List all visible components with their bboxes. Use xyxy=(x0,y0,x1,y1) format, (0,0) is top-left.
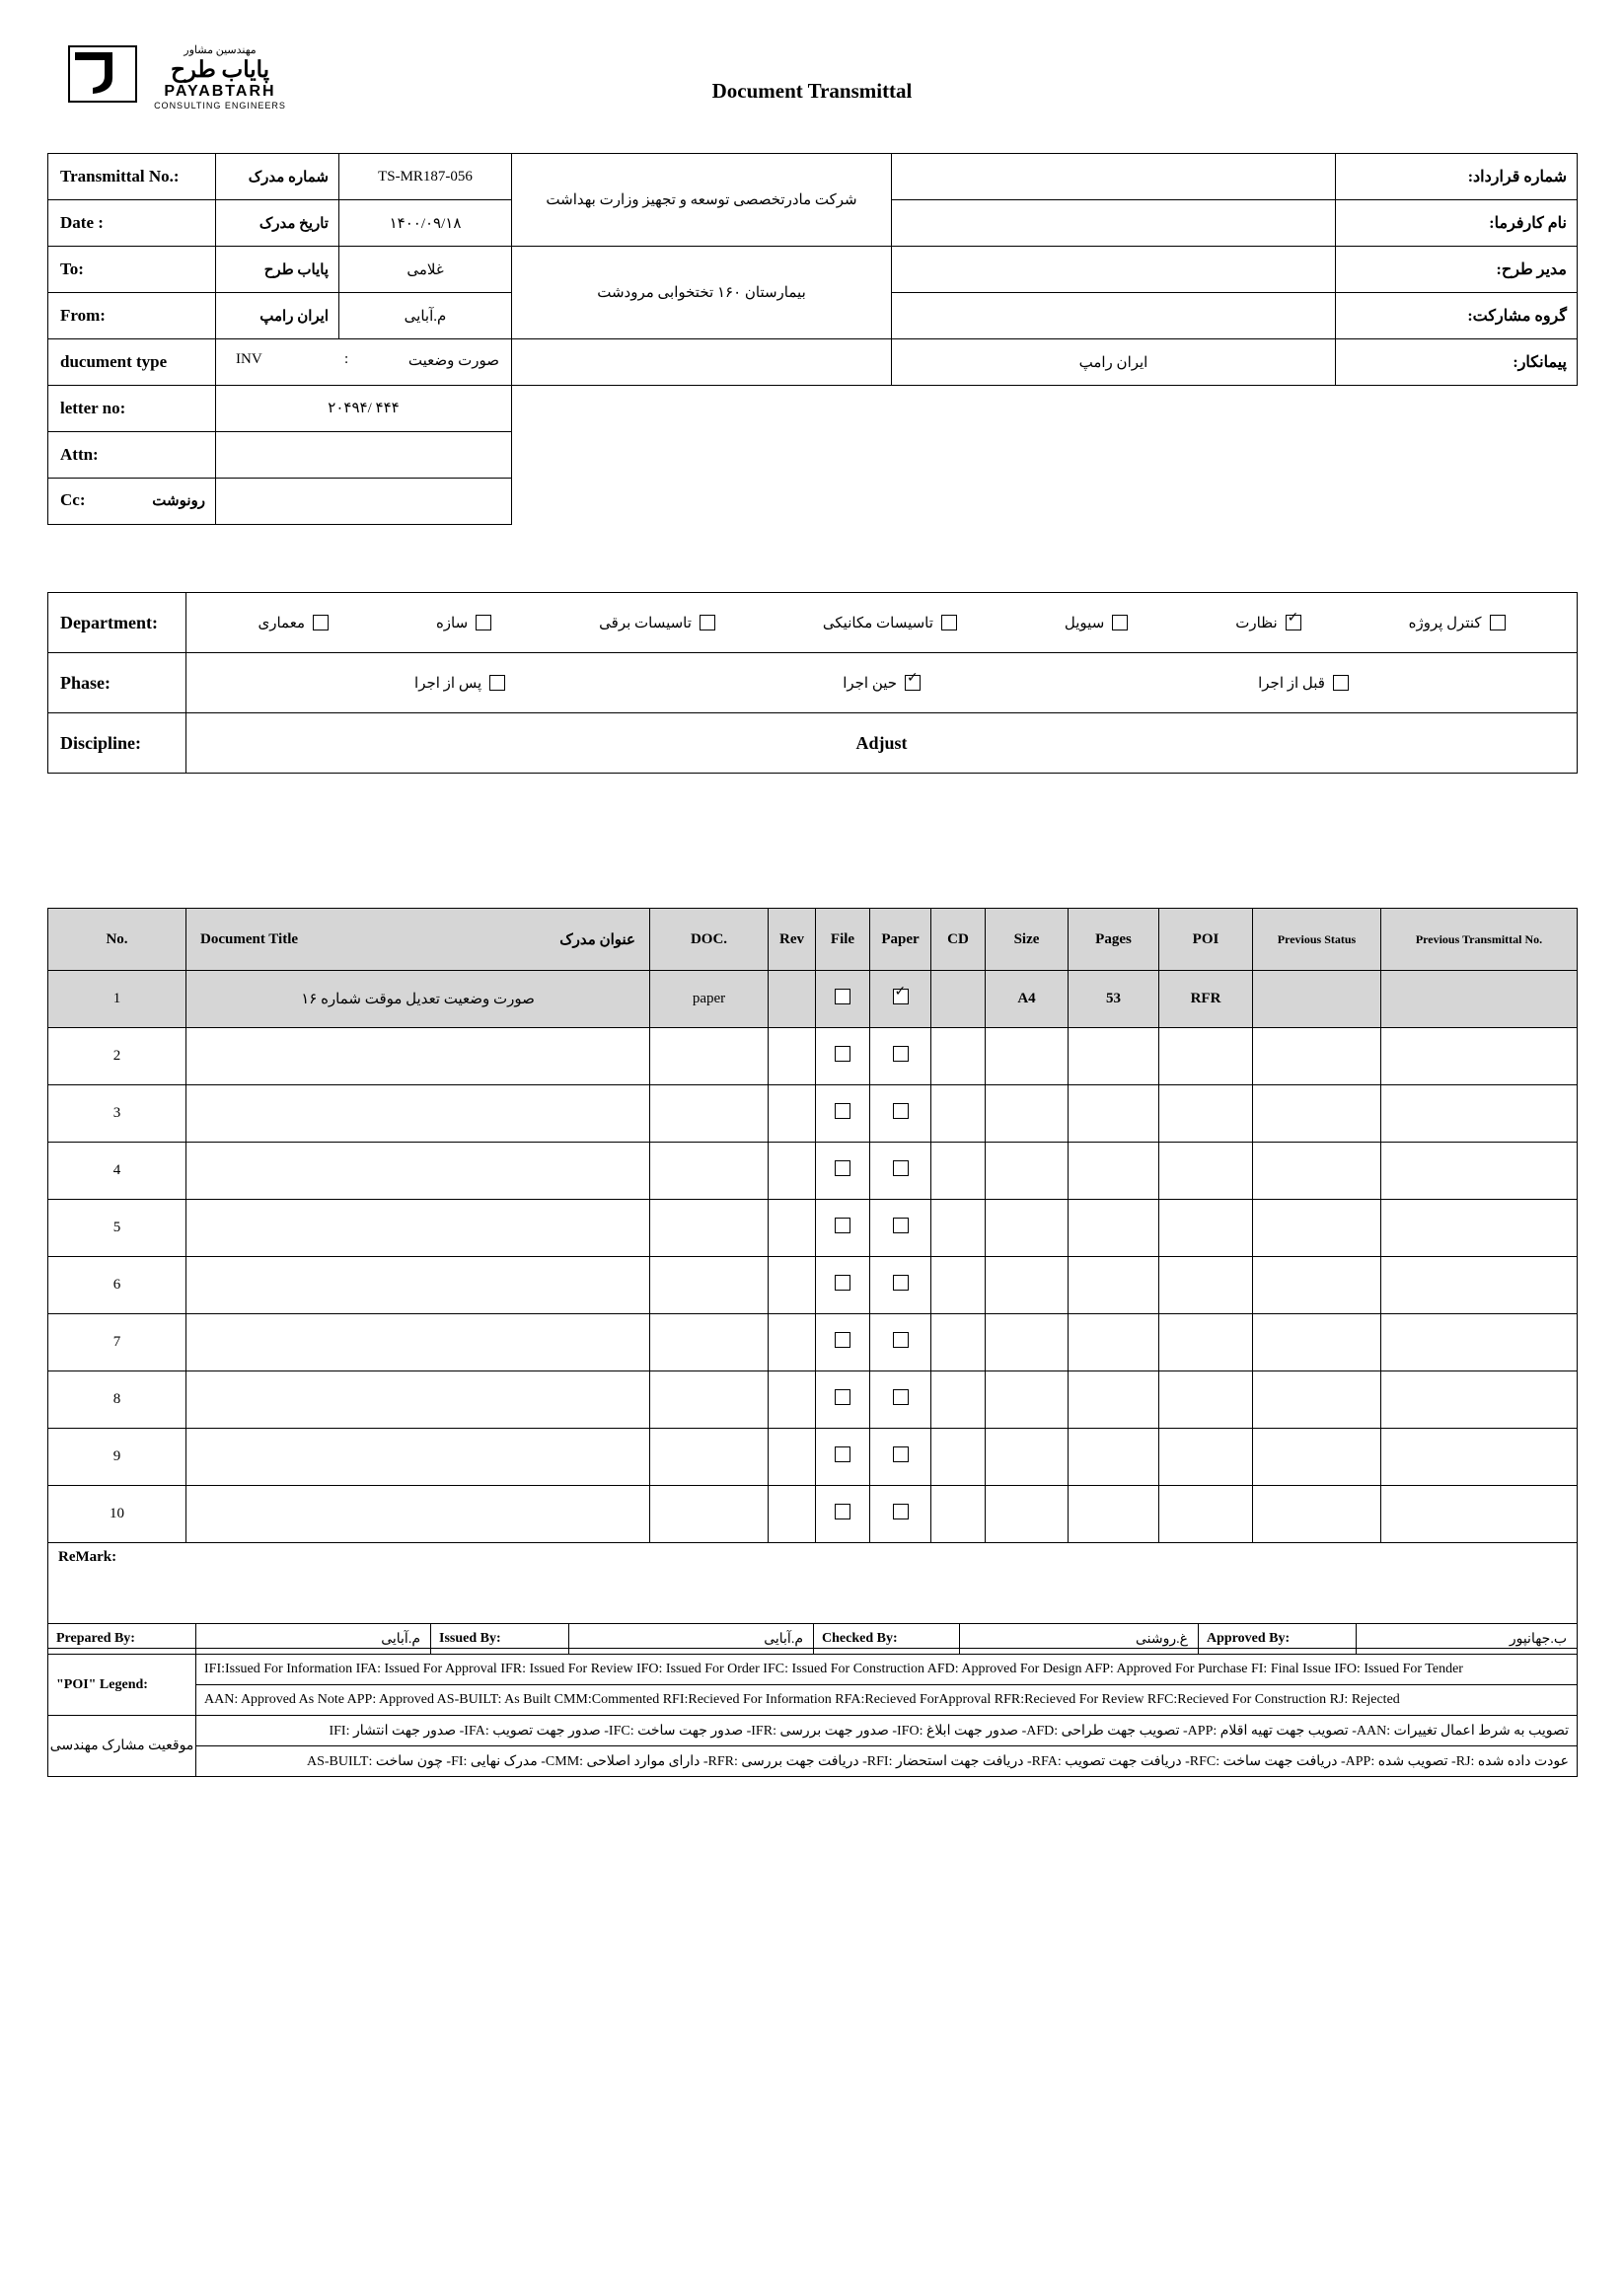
transmittal-no-label: Transmittal No.: xyxy=(48,154,216,200)
row-previous-status xyxy=(1253,1200,1381,1257)
department-table xyxy=(47,592,1578,774)
row-title xyxy=(186,1085,650,1143)
checkbox-file[interactable] xyxy=(835,1446,850,1462)
row-previous-transmittal xyxy=(1381,1028,1578,1085)
phase-label: Phase: xyxy=(48,653,186,713)
legend-fa-row xyxy=(48,1716,1578,1746)
row-previous-status xyxy=(1253,1371,1381,1429)
row-pages xyxy=(1069,1085,1159,1143)
page-header xyxy=(0,0,1624,128)
phase-check-after[interactable] xyxy=(414,674,505,693)
header-title-en: Document Title xyxy=(200,930,299,947)
phase-label-after: پس از اجرا xyxy=(414,675,482,692)
row-rev xyxy=(769,1429,816,1486)
row-pages xyxy=(1069,1371,1159,1429)
checkbox-file[interactable] xyxy=(835,1103,850,1119)
checkbox-phase-after[interactable] xyxy=(489,675,505,691)
department-checkboxes xyxy=(186,593,1578,653)
table-row xyxy=(48,247,1578,293)
row-cd xyxy=(931,1143,986,1200)
checkbox-file[interactable] xyxy=(835,1218,850,1233)
row-pages xyxy=(1069,1314,1159,1371)
row-previous-status xyxy=(1253,1085,1381,1143)
header-cd: CD xyxy=(931,909,986,971)
header-poi: POI xyxy=(1159,909,1253,971)
dept-check-supervision[interactable] xyxy=(1235,614,1300,632)
row-no: 7 xyxy=(48,1314,186,1371)
checkbox-paper[interactable] xyxy=(893,1389,909,1405)
row-previous-transmittal xyxy=(1381,1486,1578,1543)
header-previous-status: Previous Status xyxy=(1253,909,1381,971)
row-no: 1 xyxy=(48,971,186,1028)
row-poi xyxy=(1159,1314,1253,1371)
row-previous-transmittal xyxy=(1381,971,1578,1028)
row-no: 5 xyxy=(48,1200,186,1257)
poi-legend-label: "POI" Legend: xyxy=(48,1655,196,1716)
phase-row xyxy=(48,653,1578,713)
row-size xyxy=(986,1143,1069,1200)
row-file-checkbox-cell[interactable] xyxy=(816,1314,870,1371)
checkbox-file[interactable] xyxy=(835,1160,850,1176)
row-poi xyxy=(1159,1486,1253,1543)
dept-label-mechanical: تاسیسات مکانیکی xyxy=(822,615,933,631)
row-doc xyxy=(650,1429,769,1486)
row-previous-status xyxy=(1253,971,1381,1028)
row-file-checkbox-cell[interactable] xyxy=(816,1200,870,1257)
row-previous-status xyxy=(1253,1257,1381,1314)
row-title xyxy=(186,1314,650,1371)
row-file-checkbox-cell[interactable] xyxy=(816,971,870,1028)
row-cd xyxy=(931,971,986,1028)
row-paper-checkbox-cell[interactable] xyxy=(870,971,931,1028)
row-file-checkbox-cell[interactable] xyxy=(816,1371,870,1429)
row-rev xyxy=(769,1143,816,1200)
date-value: ۱۴۰۰/۰۹/۱۸ xyxy=(339,200,512,247)
checkbox-file[interactable] xyxy=(835,1046,850,1062)
row-title xyxy=(186,1143,650,1200)
row-rev xyxy=(769,1085,816,1143)
table-row xyxy=(48,1429,1578,1486)
row-doc xyxy=(650,1486,769,1543)
to-value-fa: پایاب طرح xyxy=(216,247,339,293)
checkbox-file[interactable] xyxy=(835,989,850,1004)
row-no: 6 xyxy=(48,1257,186,1314)
checkbox-electrical[interactable] xyxy=(700,615,715,630)
transmittal-no-value: TS-MR187-056 xyxy=(339,154,512,200)
legend-fa-label: موقعیت مشارک مهندسی xyxy=(48,1716,196,1777)
discipline-value: Adjust xyxy=(186,713,1578,774)
row-size xyxy=(986,1200,1069,1257)
table-row xyxy=(48,1143,1578,1200)
checkbox-structure[interactable] xyxy=(476,615,491,630)
dept-check-architecture[interactable] xyxy=(258,614,329,632)
table-row xyxy=(48,154,1578,200)
dept-check-mechanical[interactable] xyxy=(823,614,957,632)
row-doc xyxy=(650,1314,769,1371)
phase-check-before[interactable] xyxy=(1258,674,1349,693)
row-previous-status xyxy=(1253,1314,1381,1371)
row-previous-transmittal xyxy=(1381,1257,1578,1314)
signature-row xyxy=(48,1624,1578,1655)
row-rev xyxy=(769,971,816,1028)
checkbox-paper[interactable] xyxy=(893,1332,909,1348)
legend-fa-line-1: تصویب به شرط اعمال تغییرات :AAN- تصویب جهت تهیه اقلام :APP- تصویب جهت طراحی :AFD- صدور جهت ابلاغ :IFO- صدور جهت بررسی :IFR- صدور جهت ساخت :IFC- صدور جهت تصویب :IFA- صدور جهت انتشار :IFI xyxy=(196,1716,1578,1746)
contractor-label: پیمانکار: xyxy=(1336,339,1578,386)
row-poi xyxy=(1159,1429,1253,1486)
header-rev: Rev xyxy=(769,909,816,971)
row-title xyxy=(186,1028,650,1085)
legend-row xyxy=(48,1655,1578,1685)
checkbox-paper[interactable] xyxy=(893,1218,909,1233)
attn-value xyxy=(216,431,512,478)
legend-fa-line-2: عودت داده شده :RJ- تصویب شده :APP- دریافت جهت ساخت :RFC- دریافت جهت تصویب :RFA- دریافت جهت استحضار :RFI- دریافت جهت بررسی :RFR- دارای موارد اصلاحی :CMM- مدرک نهایی :FI- چون ساخت :AS-BUILT xyxy=(196,1746,1578,1777)
prepared-by-value: م.آبایی xyxy=(196,1624,431,1655)
checked-by-label: Checked By: xyxy=(814,1624,960,1655)
checked-by-value: غ.روشنی xyxy=(960,1624,1199,1655)
row-file-checkbox-cell[interactable] xyxy=(816,1486,870,1543)
row-paper-checkbox-cell[interactable] xyxy=(870,1314,931,1371)
logo-line-3: PAYABTARH xyxy=(164,83,276,100)
row-rev xyxy=(769,1371,816,1429)
row-doc: paper xyxy=(650,971,769,1028)
row-title xyxy=(186,1486,650,1543)
checkbox-phase-during[interactable] xyxy=(905,675,921,691)
row-rev xyxy=(769,1486,816,1543)
row-title: صورت وضعیت تعدیل موقت شماره ۱۶ xyxy=(186,971,650,1028)
row-size xyxy=(986,1257,1069,1314)
row-cd xyxy=(931,1314,986,1371)
table-row xyxy=(48,1200,1578,1257)
checkbox-supervision[interactable] xyxy=(1286,615,1301,630)
table-row xyxy=(48,1085,1578,1143)
documents-table xyxy=(47,908,1578,1649)
header-size: Size xyxy=(986,909,1069,971)
row-no: 2 xyxy=(48,1028,186,1085)
row-title xyxy=(186,1371,650,1429)
row-paper-checkbox-cell[interactable] xyxy=(870,1200,931,1257)
cc-label: Cc: xyxy=(60,489,86,509)
row-paper-checkbox-cell[interactable] xyxy=(870,1486,931,1543)
dept-label-electrical: تاسیسات برقی xyxy=(599,615,692,631)
date-label-fa: تاریخ مدرک xyxy=(216,200,339,247)
row-title xyxy=(186,1257,650,1314)
row-poi: RFR xyxy=(1159,971,1253,1028)
row-size xyxy=(986,1085,1069,1143)
row-pages xyxy=(1069,1028,1159,1085)
dept-check-electrical[interactable] xyxy=(599,614,715,632)
row-no: 3 xyxy=(48,1085,186,1143)
row-previous-transmittal xyxy=(1381,1429,1578,1486)
table-row xyxy=(48,971,1578,1028)
logo-line-1: مهندسین مشاور xyxy=(184,44,257,56)
checkbox-paper[interactable] xyxy=(893,1504,909,1519)
documents-header-row xyxy=(48,909,1578,971)
row-rev xyxy=(769,1028,816,1085)
row-file-checkbox-cell[interactable] xyxy=(816,1028,870,1085)
table-row xyxy=(48,478,1578,524)
checkbox-paper[interactable] xyxy=(893,1275,909,1291)
letter-no-label: letter no: xyxy=(48,386,216,432)
row-no: 8 xyxy=(48,1371,186,1429)
to-label: To: xyxy=(48,247,216,293)
row-file-checkbox-cell[interactable] xyxy=(816,1429,870,1486)
row-paper-checkbox-cell[interactable] xyxy=(870,1028,931,1085)
contract-no-value xyxy=(892,154,1336,200)
checkbox-civil[interactable] xyxy=(1112,615,1128,630)
row-rev xyxy=(769,1314,816,1371)
row-previous-transmittal xyxy=(1381,1200,1578,1257)
row-pages: 53 xyxy=(1069,971,1159,1028)
contractor-empty-cell xyxy=(512,339,892,386)
phase-label-during: حین اجرا xyxy=(843,675,898,692)
row-size xyxy=(986,1486,1069,1543)
row-doc xyxy=(650,1143,769,1200)
row-paper-checkbox-cell[interactable] xyxy=(870,1371,931,1429)
dept-label-civil: سیویل xyxy=(1064,615,1105,631)
cc-label-cell xyxy=(48,478,216,524)
row-title xyxy=(186,1429,650,1486)
checkbox-mechanical[interactable] xyxy=(941,615,957,630)
cc-label-fa: رونوشت xyxy=(152,492,205,509)
row-previous-status xyxy=(1253,1486,1381,1543)
header-previous-transmittal: Previous Transmittal No. xyxy=(1381,909,1578,971)
to-person-value: غلامی xyxy=(339,247,512,293)
row-size xyxy=(986,1028,1069,1085)
row-file-checkbox-cell[interactable] xyxy=(816,1143,870,1200)
cc-value xyxy=(216,478,512,524)
row-pages xyxy=(1069,1143,1159,1200)
document-type-value: INV xyxy=(236,351,262,367)
discipline-row xyxy=(48,713,1578,774)
legend-fa-row xyxy=(48,1746,1578,1777)
header-title-fa: عنوان مدرک xyxy=(559,931,635,948)
row-cd xyxy=(931,1371,986,1429)
plan-manager-value xyxy=(892,247,1336,293)
from-person-value: م.آبایی xyxy=(339,293,512,339)
issued-by-value: م.آبایی xyxy=(569,1624,814,1655)
table-row xyxy=(48,1371,1578,1429)
row-poi xyxy=(1159,1257,1253,1314)
row-size xyxy=(986,1371,1069,1429)
row-previous-status xyxy=(1253,1429,1381,1486)
date-label: Date : xyxy=(48,200,216,247)
checkbox-paper[interactable] xyxy=(893,1103,909,1119)
row-poi xyxy=(1159,1028,1253,1085)
table-row xyxy=(48,1486,1578,1543)
row-no: 10 xyxy=(48,1486,186,1543)
dept-check-project-control[interactable] xyxy=(1409,614,1506,632)
row-file-checkbox-cell[interactable] xyxy=(816,1085,870,1143)
approved-by-value: ب.جهانپور xyxy=(1357,1624,1578,1655)
table-row xyxy=(48,386,1578,432)
transmittal-no-label-fa: شماره مدرک xyxy=(216,154,339,200)
row-doc xyxy=(650,1200,769,1257)
page-title: Document Transmittal xyxy=(711,79,913,103)
dept-label-supervision: نظارت xyxy=(1235,615,1278,631)
contractor-value: ایران رامپ xyxy=(892,339,1336,386)
row-rev xyxy=(769,1257,816,1314)
transmittal-info-table xyxy=(47,153,1578,525)
row-paper-checkbox-cell[interactable] xyxy=(870,1429,931,1486)
dept-check-structure[interactable] xyxy=(436,614,491,632)
employer-name-field xyxy=(892,200,1336,247)
row-previous-status xyxy=(1253,1028,1381,1085)
phase-label-before: قبل از اجرا xyxy=(1258,675,1325,692)
checkbox-file[interactable] xyxy=(835,1504,850,1519)
row-paper-checkbox-cell[interactable] xyxy=(870,1085,931,1143)
from-label: From: xyxy=(48,293,216,339)
discipline-label: Discipline: xyxy=(48,713,186,774)
signature-legend-table xyxy=(47,1623,1578,1777)
remark-label: ReMark: xyxy=(48,1543,1578,1649)
attn-label: Attn: xyxy=(48,431,216,478)
prepared-by-label: Prepared By: xyxy=(48,1624,196,1655)
document-type-cell xyxy=(216,339,512,386)
checkbox-paper[interactable] xyxy=(893,1446,909,1462)
header-paper: Paper xyxy=(870,909,931,971)
dept-label-structure: سازه xyxy=(435,615,469,631)
spacer-cell-1 xyxy=(512,386,1578,432)
spacer-cell-3 xyxy=(512,478,1578,524)
header-no: No. xyxy=(48,909,186,971)
row-pages xyxy=(1069,1429,1159,1486)
dept-label-project-control: کنترل پروژه xyxy=(1408,615,1482,631)
document-type-label: ducument type xyxy=(48,339,216,386)
issued-by-label: Issued By: xyxy=(431,1624,569,1655)
from-value-fa: ایران رامپ xyxy=(216,293,339,339)
employer-name-value: شرکت مادرتخصصی توسعه و تجهیز وزارت بهداشت xyxy=(512,154,892,247)
document-type-fa: صورت وضعیت xyxy=(407,353,499,369)
header-file: File xyxy=(816,909,870,971)
row-poi xyxy=(1159,1085,1253,1143)
row-previous-transmittal xyxy=(1381,1314,1578,1371)
project-name-value: بیمارستان ۱۶۰ تختخوابی مرودشت xyxy=(512,247,892,339)
row-pages xyxy=(1069,1257,1159,1314)
checkbox-paper[interactable] xyxy=(893,989,909,1004)
department-row xyxy=(48,593,1578,653)
poi-legend-line-2: AAN: Approved As Note APP: Approved AS-BUILT: As Built CMM:Commented RFI:Recieved For Information RFA:Recieved ForApproval RFR:Recieved For Review RFC:Recieved For Construction RJ: Rejected xyxy=(196,1685,1578,1716)
employer-name-label: نام کارفرما: xyxy=(1336,200,1578,247)
checkbox-file[interactable] xyxy=(835,1389,850,1405)
table-row xyxy=(48,339,1578,386)
partnership-group-label: گروه مشارکت: xyxy=(1336,293,1578,339)
approved-by-label: Approved By: xyxy=(1199,1624,1357,1655)
table-row xyxy=(48,1314,1578,1371)
row-size xyxy=(986,1429,1069,1486)
row-cd xyxy=(931,1028,986,1085)
dept-label-architecture: معماری xyxy=(258,615,305,631)
row-poi xyxy=(1159,1371,1253,1429)
row-cd xyxy=(931,1257,986,1314)
checkbox-architecture[interactable] xyxy=(313,615,329,630)
row-no: 9 xyxy=(48,1429,186,1486)
row-previous-status xyxy=(1253,1143,1381,1200)
logo-line-4: CONSULTING ENGINEERS xyxy=(154,101,286,111)
checkbox-project-control[interactable] xyxy=(1490,615,1506,630)
row-doc xyxy=(650,1371,769,1429)
row-doc xyxy=(650,1257,769,1314)
row-doc xyxy=(650,1085,769,1143)
header-doc: DOC. xyxy=(650,909,769,971)
row-file-checkbox-cell[interactable] xyxy=(816,1257,870,1314)
poi-legend-line-1: IFI:Issued For Information IFA: Issued For Approval IFR: Issued For Review IFO: Issued For Order IFC: Issued For Construction AFD: Approved For Design AFP: Approved For Purchase FI: Final Issue IFO: Issued For Tender xyxy=(196,1655,1578,1685)
plan-manager-label: مدیر طرح: xyxy=(1336,247,1578,293)
contract-no-label: شماره قرارداد: xyxy=(1336,154,1578,200)
row-rev xyxy=(769,1200,816,1257)
checkbox-file[interactable] xyxy=(835,1332,850,1348)
checkbox-paper[interactable] xyxy=(893,1160,909,1176)
partnership-group-value xyxy=(892,293,1336,339)
table-row xyxy=(48,431,1578,478)
checkbox-paper[interactable] xyxy=(893,1046,909,1062)
logo-line-2: پایاب طرح xyxy=(170,57,270,82)
row-cd xyxy=(931,1486,986,1543)
row-pages xyxy=(1069,1200,1159,1257)
row-size xyxy=(986,1314,1069,1371)
dept-check-civil[interactable] xyxy=(1065,614,1128,632)
phase-check-during[interactable] xyxy=(843,674,921,693)
table-row xyxy=(48,1028,1578,1085)
row-poi xyxy=(1159,1143,1253,1200)
row-paper-checkbox-cell[interactable] xyxy=(870,1257,931,1314)
table-row xyxy=(48,1257,1578,1314)
header-pages: Pages xyxy=(1069,909,1159,971)
row-pages xyxy=(1069,1486,1159,1543)
row-poi xyxy=(1159,1200,1253,1257)
checkbox-phase-before[interactable] xyxy=(1333,675,1349,691)
row-size: A4 xyxy=(986,971,1069,1028)
row-title xyxy=(186,1200,650,1257)
header-document-title xyxy=(186,909,650,971)
spacer-cell-2 xyxy=(512,431,1578,478)
department-label: Department: xyxy=(48,593,186,653)
row-no: 4 xyxy=(48,1143,186,1200)
checkbox-file[interactable] xyxy=(835,1275,850,1291)
row-cd xyxy=(931,1085,986,1143)
row-previous-transmittal xyxy=(1381,1143,1578,1200)
row-cd xyxy=(931,1200,986,1257)
row-doc xyxy=(650,1028,769,1085)
row-previous-transmittal xyxy=(1381,1085,1578,1143)
legend-row xyxy=(48,1685,1578,1716)
row-cd xyxy=(931,1429,986,1486)
row-paper-checkbox-cell[interactable] xyxy=(870,1143,931,1200)
letter-no-value: ۴۴۴ /۲۰۴۹۴ xyxy=(216,386,512,432)
row-previous-transmittal xyxy=(1381,1371,1578,1429)
phase-checkboxes xyxy=(186,653,1578,713)
document-type-colon: : xyxy=(344,351,349,367)
